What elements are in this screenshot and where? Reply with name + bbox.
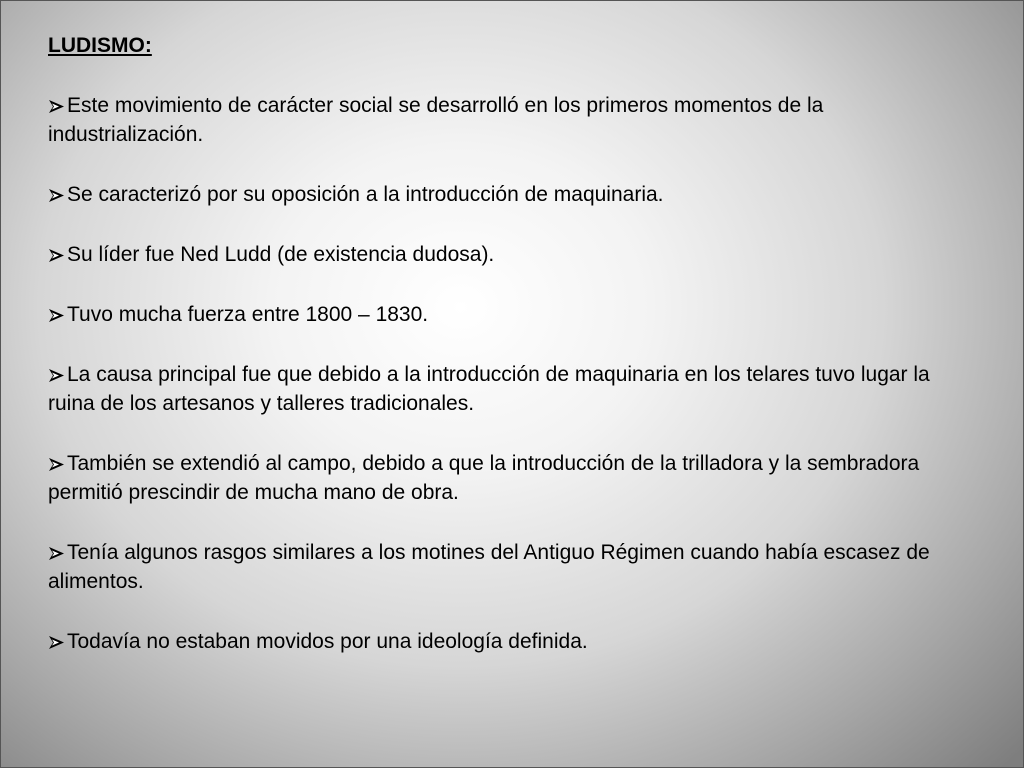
bullet-text: Todavía no estaban movidos por una ideología definida. xyxy=(67,630,588,653)
bullet-text: Se caracterizó por su oposición a la introducción de maquinaria. xyxy=(67,183,664,206)
bullet-text: Su líder fue Ned Ludd (de existencia dudosa). xyxy=(67,243,495,266)
bullet-text: Este movimiento de carácter social se desarrolló en los primeros momentos de la industrialización. xyxy=(48,94,824,146)
arrow-bullet-icon xyxy=(48,366,66,381)
arrow-bullet-icon xyxy=(48,633,66,648)
bullet-item xyxy=(48,360,968,418)
arrow-bullet-icon xyxy=(48,306,66,321)
bullet-item xyxy=(48,627,968,656)
arrow-bullet-icon xyxy=(48,246,66,261)
arrow-bullet-icon xyxy=(48,97,66,112)
bullet-item xyxy=(48,180,968,209)
bullet-item xyxy=(48,91,968,149)
slide-title: LUDISMO: xyxy=(48,34,152,57)
bullet-text: Tenía algunos rasgos similares a los motines del Antiguo Régimen cuando había escasez de alimentos. xyxy=(48,541,930,593)
bullet-item xyxy=(48,240,968,269)
bullet-item xyxy=(48,300,968,329)
bullet-text: Tuvo mucha fuerza entre 1800 – 1830. xyxy=(67,303,429,326)
bullet-item xyxy=(48,449,968,507)
bullet-text: También se extendió al campo, debido a que la introducción de la trilladora y la sembradora permitió prescindir de mucha mano de obra. xyxy=(48,452,920,504)
slide-content xyxy=(48,31,968,687)
bullet-text: La causa principal fue que debido a la introducción de maquinaria en los telares tuvo lugar la ruina de los artesanos y talleres tradicionales. xyxy=(48,363,930,415)
arrow-bullet-icon xyxy=(48,544,66,559)
arrow-bullet-icon xyxy=(48,186,66,201)
arrow-bullet-icon xyxy=(48,455,66,470)
bullet-item xyxy=(48,538,968,596)
